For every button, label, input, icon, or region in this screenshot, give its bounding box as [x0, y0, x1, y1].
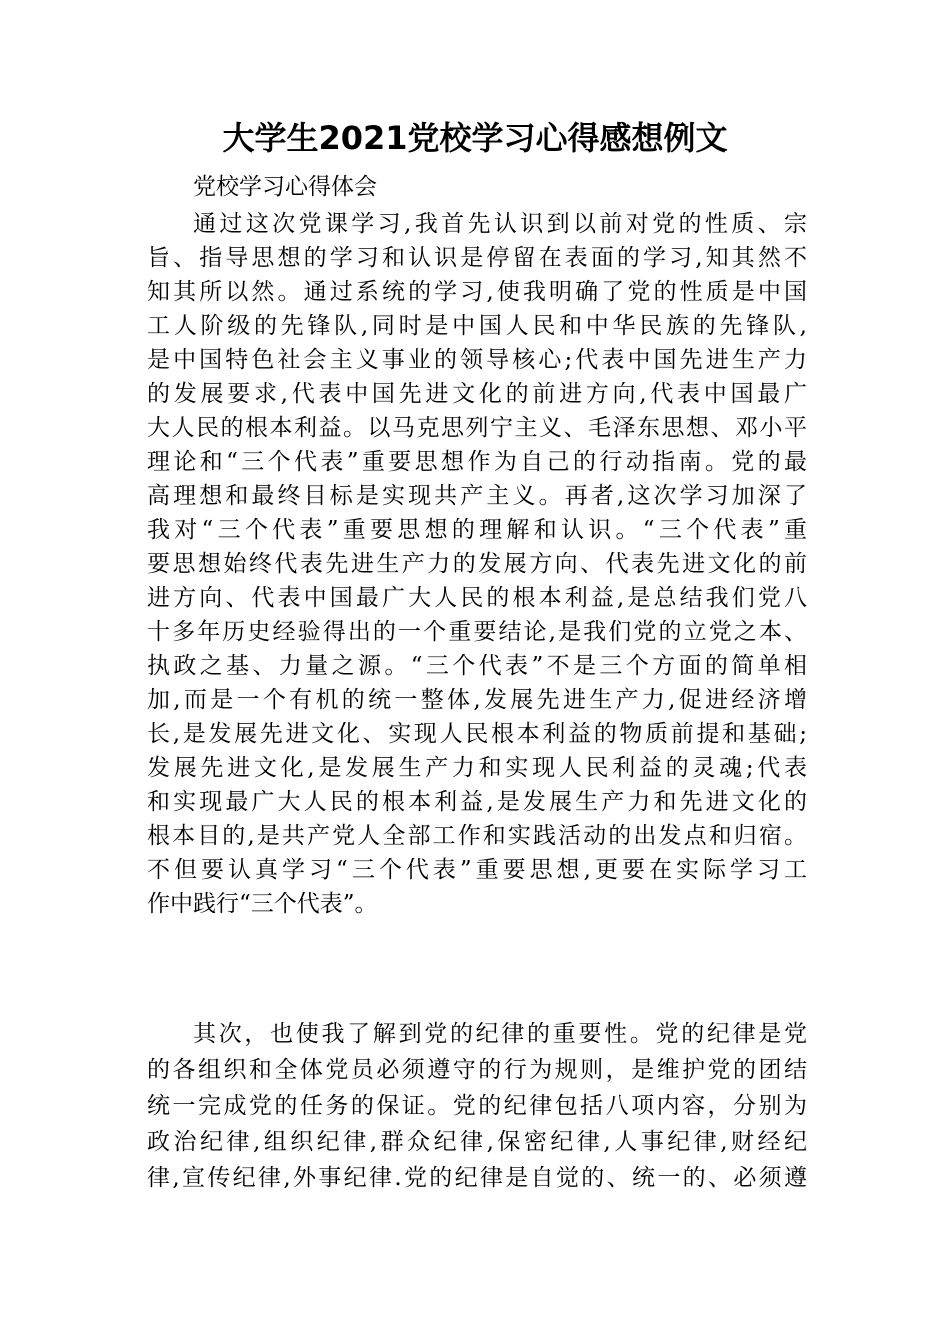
subheading-text: 党校学习心得体会	[193, 174, 377, 200]
text-line: 旨、指导思想的学习和认识是停留在表面的学习,知其然不	[147, 245, 807, 271]
text-line: 高理想和最终目标是实现共产主义。再者,这次学习加深了	[147, 483, 807, 509]
text-line: 通过这次党课学习,我首先认识到以前对党的性质、宗	[193, 211, 807, 237]
text-line: 政治纪律,组织纪律,群众纪律,保密纪律,人事纪律,财经纪	[147, 1129, 807, 1155]
text-line: 十多年历史经验得出的一个重要结论,是我们党的立党之本、	[147, 619, 807, 645]
text-line: 加,而是一个有机的统一整体,发展先进生产力,促进经济增	[147, 687, 807, 713]
text-line: 进方向、代表中国最广大人民的根本利益,是总结我们党八	[147, 585, 807, 611]
text-line: 我对“三个代表”重要思想的理解和认识。“三个代表”重	[147, 517, 807, 543]
paragraph-2	[147, 1016, 807, 1196]
text-line: 统一完成党的任务的保证。党的纪律包括八项内容，分别为	[147, 1093, 807, 1119]
text-line: 的各组织和全体党员必须遵守的行为规则，是维护党的团结	[147, 1057, 807, 1083]
text-line: 要思想始终代表先进生产力的发展方向、代表先进文化的前	[147, 551, 807, 577]
document-title: 大学生2021党校学习心得感想例文	[222, 119, 728, 157]
text-line: 发展先进文化,是发展生产力和实现人民利益的灵魂;代表	[147, 755, 807, 781]
text-line: 律,宣传纪律,外事纪律.党的纪律是自觉的、统一的、必须遵	[147, 1165, 807, 1191]
paragraph-1	[147, 207, 807, 921]
text-line: 不但要认真学习“三个代表”重要思想,更要在实际学习工	[147, 857, 807, 883]
text-line: 和实现最广大人民的根本利益,是发展生产力和先进文化的	[147, 789, 807, 815]
text-line: 大人民的根本利益。以马克思列宁主义、毛泽东思想、邓小平	[147, 415, 807, 441]
text-line: 理论和“三个代表”重要思想作为自己的行动指南。党的最	[147, 449, 807, 475]
text-line: 其次，也使我了解到党的纪律的重要性。党的纪律是党	[193, 1021, 807, 1047]
text-line: 知其所以然。通过系统的学习,使我明确了党的性质是中国	[147, 279, 807, 305]
text-line: 的发展要求,代表中国先进文化的前进方向,代表中国最广	[147, 381, 807, 407]
text-line: 工人阶级的先锋队,同时是中国人民和中华民族的先锋队,	[147, 313, 807, 339]
text-line: 执政之基、力量之源。“三个代表”不是三个方面的简单相	[147, 653, 807, 679]
text-line: 根本目的,是共产党人全部工作和实践活动的出发点和归宿。	[147, 823, 807, 849]
text-line: 长,是发展先进文化、实现人民根本利益的物质前提和基础;	[147, 721, 807, 747]
text-line: 是中国特色社会主义事业的领导核心;代表中国先进生产力	[147, 347, 807, 373]
text-line: 作中践行“三个代表”。	[147, 891, 378, 917]
subheading	[147, 170, 807, 204]
